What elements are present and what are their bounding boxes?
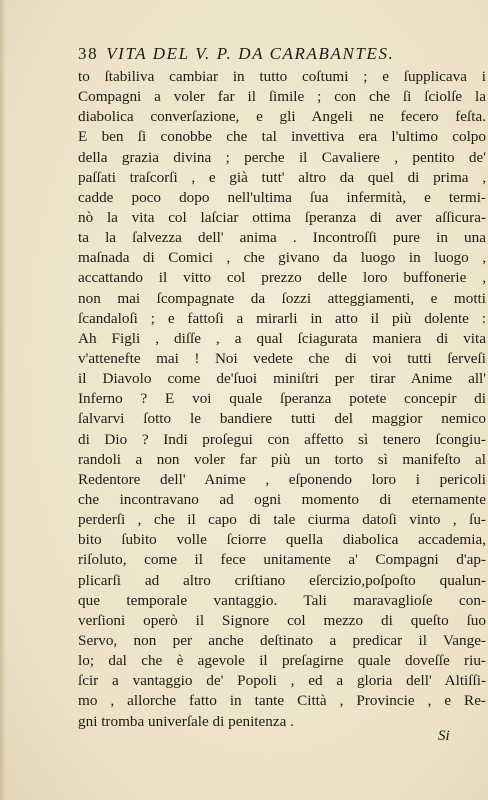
text-line: Ah Figli , diſſe , a qual ſciagurata maniera di vita xyxy=(78,329,486,347)
text-line: non mai ſcompagnate da ſozzi atteggiamenti, e motti xyxy=(78,289,486,307)
text-line: che incontravano ad ogni momento di eternamente xyxy=(78,490,486,508)
text-line: to ſtabiliva cambiar in tutto coſtumi ; e ſupplicava i xyxy=(78,68,486,85)
page-number: 38 xyxy=(78,44,99,63)
text-line: Redentore dell' Anime , eſponendo loro i pericoli xyxy=(78,470,486,488)
text-line: Servo, non per anche deſtinato a predicar il Vange- xyxy=(78,631,486,649)
text-line: il Diavolo come de'ſuoi miniſtri per tirar Anime all' xyxy=(78,370,486,388)
text-line: diabolica converſazione, e gli Angeli ne fecero feſta. xyxy=(78,108,486,126)
text-line: gni tromba univerſale di penitenza . xyxy=(78,712,294,730)
text-line: que temporale vantaggio. Tali maravaglioſe con- xyxy=(78,591,486,609)
text-line: ſcandaloſi ; e fattoſi a mirarli in atto il più dolente : xyxy=(78,309,486,327)
text-line: ſalvarvi ſotto le bandiere tutti del maggior nemico xyxy=(78,410,486,428)
text-line: riſoluto, come il fece unitamente a' Compagni d'ap- xyxy=(78,551,486,569)
text-line: E ben ſi conobbe che tal invettiva era l'ultimo colpo xyxy=(78,128,486,146)
text-line: Inferno ? E voi quale ſperanza potete concepir di xyxy=(78,390,486,408)
text-line: ſcir a vantaggio de' Popoli , ed a gloria dell' Altiſſi- xyxy=(78,672,486,690)
text-line: bito ſubito volle ſciorre quella diabolica accademia, xyxy=(78,531,486,549)
text-line: ta la ſalvezza dell' anima . Incontroſſi pure in una xyxy=(78,229,486,247)
text-line: cadde poco dopo nell'ultima ſua infermità, e termi- xyxy=(78,188,486,206)
text-line: lo; dal che è agevole il preſagirne quale doveſſe riu- xyxy=(78,652,486,670)
text-line: plicarſi ad altro criſtiano eſercizio,poſpoſto qualun- xyxy=(78,571,486,589)
text-line: nò la vita col laſciar ottima ſperanza di aver aſſicura- xyxy=(78,208,486,226)
body-text xyxy=(78,67,486,732)
text-line: mo , allorche fatto in tante Città , Provincie , e Re- xyxy=(78,692,486,710)
text-line: accattando il vitto col prezzo delle loro buffonerie , xyxy=(78,269,486,287)
text-line: paſſati traſcorſi , e già tutt' altro da quel di prima , xyxy=(78,168,486,186)
catchword: Si xyxy=(438,728,450,744)
text-line: verſioni operò il Signore col mezzo di queſto ſuo xyxy=(78,611,486,629)
text-line: maſnada di Comici , che givano da luogo in luogo , xyxy=(78,249,486,267)
text-line: della grazia divina ; perche il Cavaliere , pentito de' xyxy=(78,148,486,166)
text-line: randoli a non voler far più un torto sì manifeſto al xyxy=(78,450,486,468)
page-gutter-shadow xyxy=(0,0,6,800)
running-header xyxy=(78,44,466,68)
running-title: VITA DEL V. P. DA CARABANTES. xyxy=(106,44,395,63)
text-line: v'attenefte mai ! Noi vedete che di voi tutti ſerveſi xyxy=(78,349,486,367)
text-line: di Dio ? Indi proſegui con affetto sì tenero ſcongiu- xyxy=(78,430,486,448)
text-line: perderſi , che il capo di tale ciurma datoſi vinto , ſu- xyxy=(78,511,486,529)
text-line: Compagni a voler far il ſimile ; con che ſi ſciolſe la xyxy=(78,88,486,106)
